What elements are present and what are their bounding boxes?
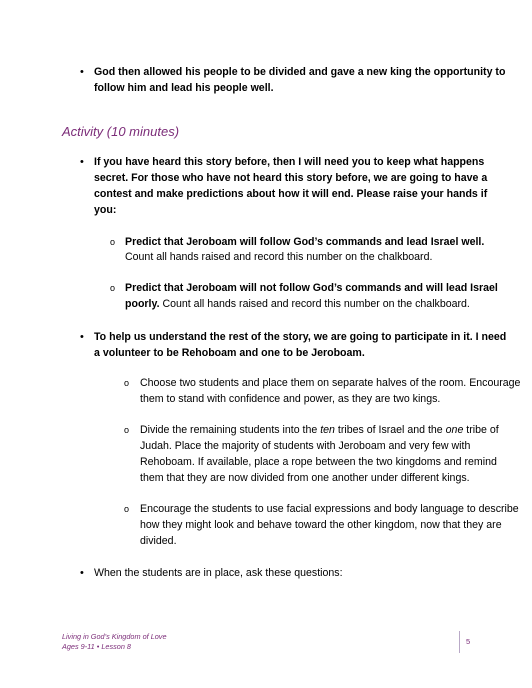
sub-bullet-icon: o: [124, 378, 130, 388]
footer-ages: Ages 9-11: [62, 642, 95, 651]
sub-item-4-text-e: tribe of: [463, 424, 499, 436]
sub-bullet-icon: o: [124, 504, 130, 514]
paragraph-2-line-2: secret. For those who have not heard this story before, we are going to have a: [94, 172, 488, 184]
footer-title: Living in God’s Kingdom of Love: [62, 632, 167, 641]
paragraph-2-line-1: If you have heard this story before, then I will need you to keep what happens: [94, 156, 485, 168]
sub-item-5-line-3: divided.: [140, 535, 177, 547]
sub-bullet-icon: o: [124, 425, 130, 435]
sub-item-1-line-1: Predict that Jeroboam will follow God’s commands and lead Israel well.: [125, 236, 485, 248]
paragraph-3-line-1: To help us understand the rest of the story, we are going to participate in it. I need: [94, 331, 507, 343]
footer-divider: [459, 631, 460, 653]
sub-item-5-line-2: how they might look and behave toward the other kingdom, now that they are: [140, 519, 502, 531]
sub-item-2-line-2: [125, 298, 470, 311]
sub-item-4-line-2: Judah. Place the majority of students with Jeroboam and very few with: [140, 440, 471, 452]
footer-separator: •: [96, 642, 100, 651]
sub-item-5-line-1: Encourage the students to use facial expressions and body language to describe: [140, 503, 519, 515]
sub-item-4-italic-one: one: [445, 424, 464, 436]
sub-item-1-line-2: Count all hands raised and record this number on the chalkboard.: [125, 251, 433, 263]
paragraph-1-line-2: follow him and lead his people well.: [94, 82, 274, 94]
footer-ages-lesson: [62, 642, 131, 652]
sub-bullet-icon: o: [110, 237, 116, 247]
sub-item-2-rest: Count all hands raised and record this number on the chalkboard.: [159, 298, 470, 310]
sub-item-4-line-1: [140, 424, 499, 437]
paragraph-3-line-2: a volunteer to be Rehoboam and one to be Jeroboam.: [94, 347, 365, 359]
paragraph-2-line-4: you:: [94, 204, 117, 216]
paragraph-1-line-1: God then allowed his people to be divided and gave a new king the opportunity to: [94, 66, 506, 78]
sub-item-2-line-1: Predict that Jeroboam will not follow God’s commands and will lead Israel: [125, 282, 498, 294]
footer-lesson: Lesson 8: [101, 642, 131, 651]
bullet-icon: •: [80, 156, 84, 168]
paragraph-4-line-1: When the students are in place, ask these questions:: [94, 567, 343, 579]
sub-item-4-text-c: tribes of Israel and the: [334, 424, 446, 436]
sub-item-4-italic-ten: ten: [320, 424, 335, 436]
page-number: 5: [466, 637, 471, 646]
activity-heading: Activity (10 minutes): [62, 124, 180, 139]
paragraph-2-line-3: contest and make predictions about how it will end. Please raise your hands if: [94, 188, 488, 200]
sub-item-3-line-1: Choose two students and place them on separate halves of the room. Encourage: [140, 377, 521, 389]
sub-item-3-line-2: them to stand with confidence and power, as they are two kings.: [140, 393, 441, 405]
bullet-icon: •: [80, 66, 84, 78]
sub-item-4-text-a: Divide the remaining students into the: [140, 424, 321, 436]
sub-item-2-bold: poorly.: [125, 298, 160, 310]
sub-bullet-icon: o: [110, 283, 116, 293]
bullet-icon: •: [80, 331, 84, 343]
sub-item-4-line-3: Rehoboam. If available, place a rope between the two kingdoms and remind: [140, 456, 497, 468]
bullet-icon: •: [80, 567, 84, 579]
sub-item-4-line-4: them that they are now divided from one another under different kings.: [140, 472, 470, 484]
